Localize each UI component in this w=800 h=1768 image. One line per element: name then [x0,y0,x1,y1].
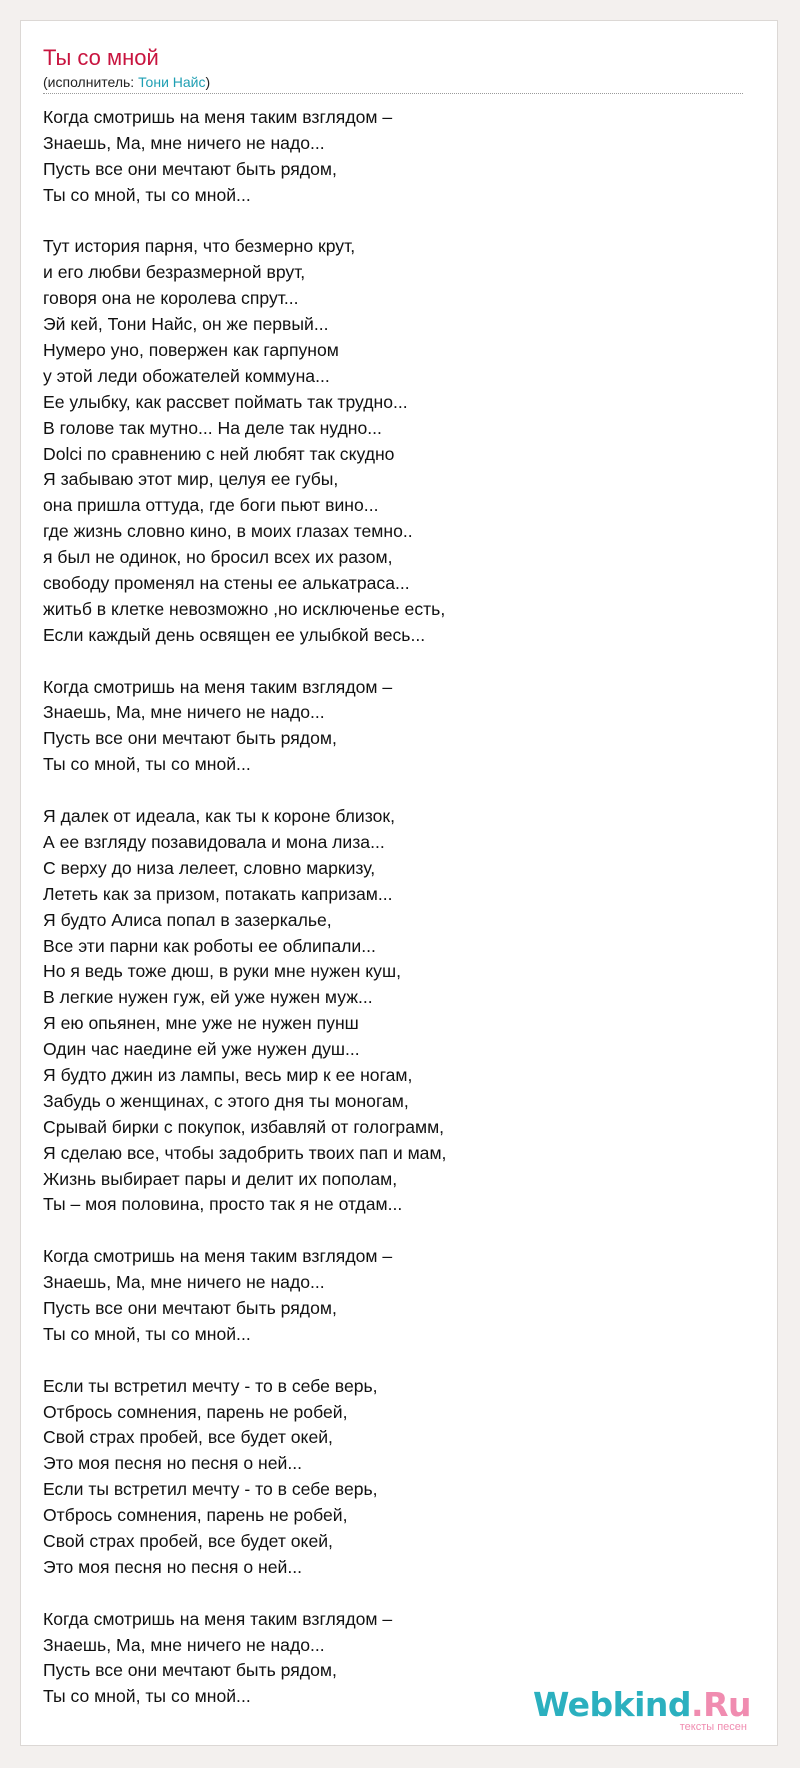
lyric-line: Нумеро уно, повержен как гарпуном [43,340,339,361]
logo-name: Webkind [532,1685,692,1724]
lyric-line: В легкие нужен гуж, ей уже нужен муж... [43,987,373,1008]
lyric-line: Это моя песня но песня о ней... [43,1453,303,1474]
lyric-line: свободу променял на стены ее алькатраса... [43,573,410,594]
stanza-gap [43,778,446,804]
lyric-line: Отбрось сомнения, парень не робей, [43,1505,348,1526]
lyric-line: Пусть все они мечтают быть рядом, [43,158,337,179]
artist-line [43,74,210,90]
lyric-line: Свой страх пробей, все будет окей, [43,1427,333,1448]
lyric-line: Срывай бирки с покупок, избавляй от голограмм, [43,1116,445,1137]
lyric-line: Когда смотришь на меня таким взглядом – [43,676,393,697]
logo-tagline: тексты песен [679,1721,747,1733]
lyric-line: она пришла оттуда, где боги пьют вино... [43,495,379,516]
lyric-line: В голове так мутно... На деле так нудно... [43,417,382,438]
lyrics-page [20,20,778,1746]
lyric-line: Когда смотришь на меня таким взглядом – [43,1608,393,1629]
logo-tld: .Ru [691,1685,751,1724]
lyric-line: Я далек от идеала, как ты к короне близок, [43,806,396,827]
lyric-line: Все эти парни как роботы ее облипали... [43,935,376,956]
lyric-line: Я сделаю все, чтобы задобрить твоих пап и мам, [43,1142,447,1163]
lyric-line: Лететь как за призом, потакать капризам... [43,883,393,904]
lyric-line: А ее взгляду позавидовала и мона лиза... [43,831,385,852]
lyric-line: С верху до низа лелеет, словно маркизу, [43,857,376,878]
lyric-line: Ее улыбку, как рассвет поймать так трудно... [43,391,408,412]
song-title: Ты со мной [43,45,159,70]
lyric-line: у этой леди обожателей коммуна... [43,365,330,386]
lyric-line: Ты со мной, ты со мной... [43,754,251,775]
artist-suffix: ) [205,74,211,90]
lyric-line: Если каждый день освящен ее улыбкой весь... [43,624,426,645]
lyric-line: Знаешь, Ма, мне ничего не надо... [43,132,325,153]
lyric-line: Но я ведь тоже дюш, в руки мне нужен куш, [43,961,401,982]
lyric-line: Ты со мной, ты со мной... [43,1323,251,1344]
logo-wordmark [533,1685,751,1724]
lyric-line: где жизнь словно кино, в моих глазах темно.. [43,521,413,542]
lyric-line: Я будто Алиса попал в зазеркалье, [43,909,332,930]
lyric-line: Ты со мной, ты со мной... [43,184,251,205]
lyric-line: Если ты встретил мечту - то в себе верь, [43,1479,378,1500]
lyric-line: Забудь о женщинах, с этого дня ты моногам, [43,1090,409,1111]
site-logo[interactable] [532,1685,751,1733]
title-divider [43,93,743,94]
lyric-line: Свой страх пробей, все будет окей, [43,1530,333,1551]
stanza-gap [43,1218,446,1244]
stanza-gap [43,649,446,675]
stanza-gap [43,1348,446,1374]
lyrics-body [43,105,446,1710]
lyric-line: говоря она не королева спрут... [43,288,299,309]
artist-link[interactable]: Тони Найс [138,74,206,90]
lyric-line: Когда смотришь на меня таким взглядом – [43,107,393,127]
lyric-line: Я будто джин из лампы, весь мир к ее ногам, [43,1064,413,1085]
lyric-line: Если ты встретил мечту - то в себе верь, [43,1375,378,1396]
lyric-line: Пусть все они мечтают быть рядом, [43,728,337,749]
lyric-line: Один час наедине ей уже нужен душ... [43,1039,360,1060]
lyric-line: Знаешь, Ма, мне ничего не надо... [43,1634,325,1655]
lyric-line: Dolci по сравнению с ней любят так скудно [43,443,395,464]
lyric-line: Тут история парня, что безмерно крут, [43,236,356,257]
lyric-line: и его любви безразмерной врут, [43,262,306,283]
lyric-line: Когда смотришь на меня таким взглядом – [43,1246,393,1267]
artist-prefix: (исполнитель: [43,74,139,90]
lyric-line: Эй кей, Тони Найс, он же первый... [43,314,329,335]
lyric-line: Отбрось сомнения, парень не робей, [43,1401,348,1422]
lyric-line: Это моя песня но песня о ней... [43,1556,303,1577]
lyric-line: я был не одинок, но бросил всех их разом, [43,547,393,568]
lyric-line: Жизнь выбирает пары и делит их пополам, [43,1168,398,1189]
lyric-line: Знаешь, Ма, мне ничего не надо... [43,1272,325,1293]
lyric-line: Ты – моя половина, просто так я не отдам... [43,1194,403,1215]
stanza-gap [43,209,446,235]
lyric-line: Я ею опьянен, мне уже не нужен пунш [43,1013,359,1034]
lyric-line: житьб в клетке невозможно ,но исключенье есть, [43,598,446,619]
lyric-line: Ты со мной, ты со мной... [43,1686,251,1707]
stanza-gap [43,1581,446,1607]
lyric-line: Пусть все они мечтают быть рядом, [43,1660,337,1681]
lyric-line: Пусть все они мечтают быть рядом, [43,1297,337,1318]
lyric-line: Знаешь, Ма, мне ничего не надо... [43,702,325,723]
lyric-line: Я забываю этот мир, целуя ее губы, [43,469,339,490]
